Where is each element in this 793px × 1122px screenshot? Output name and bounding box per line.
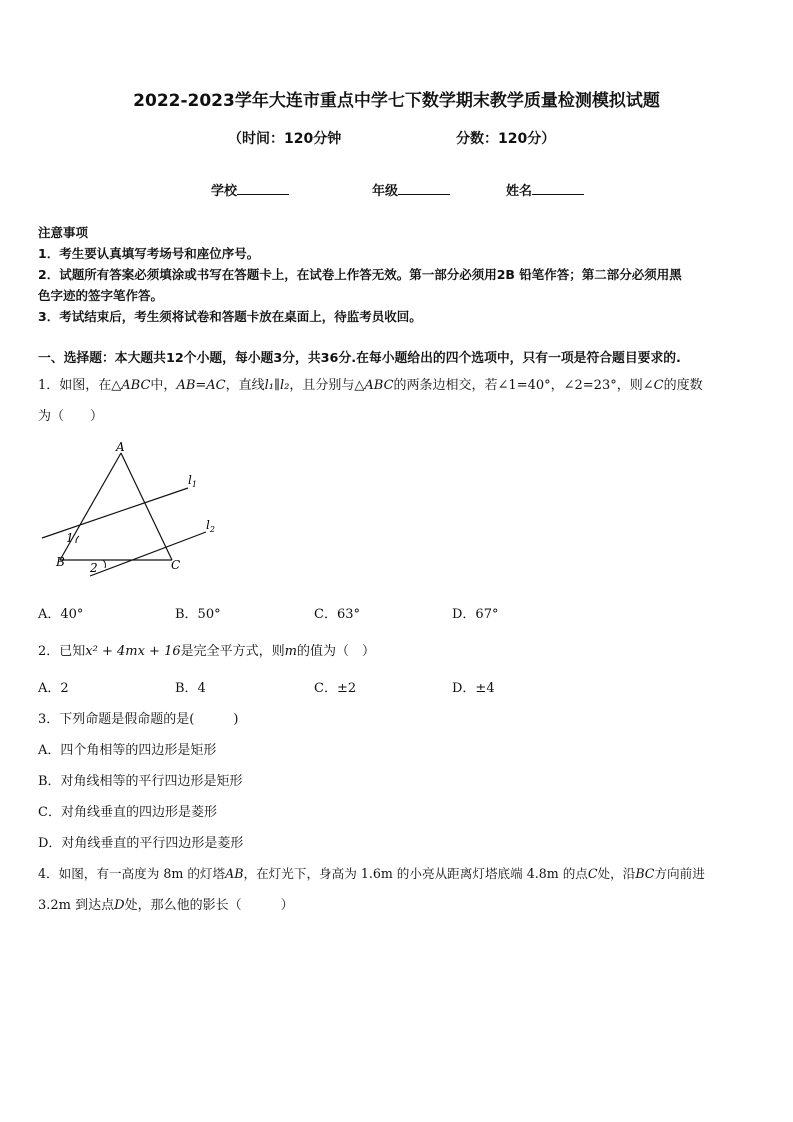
q2-option-b: B．4 [175, 681, 206, 696]
q1-figure [30, 435, 230, 580]
notes-heading: 注意事项 [38, 225, 89, 240]
q2-option-a: A．2 [38, 681, 69, 696]
vertex-a: A [116, 440, 125, 454]
section-heading: 一、选择题：本大题共12个小题，每小题3分，共36分.在每小题给出的四个选项中，只有一项是符合题目要求的. [38, 351, 681, 366]
vertex-b: B [56, 555, 65, 569]
name-blank [532, 182, 584, 195]
notes-item: 3．考试结束后，考生须将试卷和答题卡放在桌面上，待监考员收回。 [38, 309, 422, 324]
q1-stem: 1．如图，在△ABC中，AB=AC，直线l₁∥l₂，且分别与△ABC的两条边相交，若∠1=40°，∠2=23°，则∠C的度数 [38, 378, 703, 393]
line-l1 [42, 488, 188, 538]
school-blank [237, 182, 289, 195]
grade-label: 年级 [372, 184, 399, 199]
score-label: 分数：120分） [456, 131, 556, 147]
time-label: （时间：120分钟 [228, 131, 342, 147]
angle-1-label: 1 [66, 531, 74, 545]
q4-stem: 4．如图，有一高度为 8m 的灯塔AB，在灯光下，身高为 1.6m 的小亮从距离灯塔底端 4.8m 的点C处，沿BC方向前进 [38, 866, 705, 881]
q1-option-d: D．67° [452, 607, 499, 622]
q2-option-c: C．±2 [314, 681, 357, 696]
angle-2-arc [103, 560, 106, 568]
notes-item: 1．考生要认真填写考场号和座位序号。 [38, 246, 260, 261]
q1-option-a: A．40° [38, 607, 84, 622]
school-label: 学校 [211, 184, 238, 199]
notes-item: 2．试题所有答案必须填涂或书写在答题卡上，在试卷上作答无效。第一部分必须用2B 铅笔作答；第二部分必须用黑 [38, 267, 682, 282]
q3-option-b: B．对角线相等的平行四边形是矩形 [38, 774, 243, 789]
notes-item: 色字迹的签字笔作答。 [38, 288, 164, 303]
name-label: 姓名 [506, 184, 533, 199]
q3-stem: 3．下列命题是假命题的是( ) [38, 712, 239, 727]
line-l2 [90, 532, 206, 576]
q3-option-c: C．对角线垂直的四边形是菱形 [38, 805, 217, 820]
page-title: 2022-2023学年大连市重点中学七下数学期末教学质量检测模拟试题 [133, 91, 660, 111]
q1-option-c: C．63° [314, 607, 360, 622]
q1-option-b: B．50° [175, 607, 221, 622]
q3-option-d: D．对角线垂直的平行四边形是菱形 [38, 836, 244, 851]
q2-stem: 2．已知x² + 4mx + 16是完全平方式，则m的值为（ ） [38, 644, 375, 659]
q2-option-d: D．±4 [452, 681, 495, 696]
school-field [211, 180, 289, 199]
vertex-c: C [171, 558, 181, 572]
label-l1: $l_1$ [188, 473, 197, 489]
grade-field [372, 180, 450, 199]
name-field [506, 180, 584, 199]
grade-blank [398, 182, 450, 195]
side-ac [121, 453, 172, 560]
q3-option-a: A．四个角相等的四边形是矩形 [38, 743, 217, 758]
q4-stem-line2: 3.2m 到达点D处，那么他的影长（ ） [38, 898, 294, 913]
angle-1-arc [76, 536, 79, 543]
q1-stem-line2: 为（ ） [38, 409, 104, 424]
label-l2: $l_2$ [206, 518, 215, 534]
angle-2-label: 2 [90, 561, 98, 575]
